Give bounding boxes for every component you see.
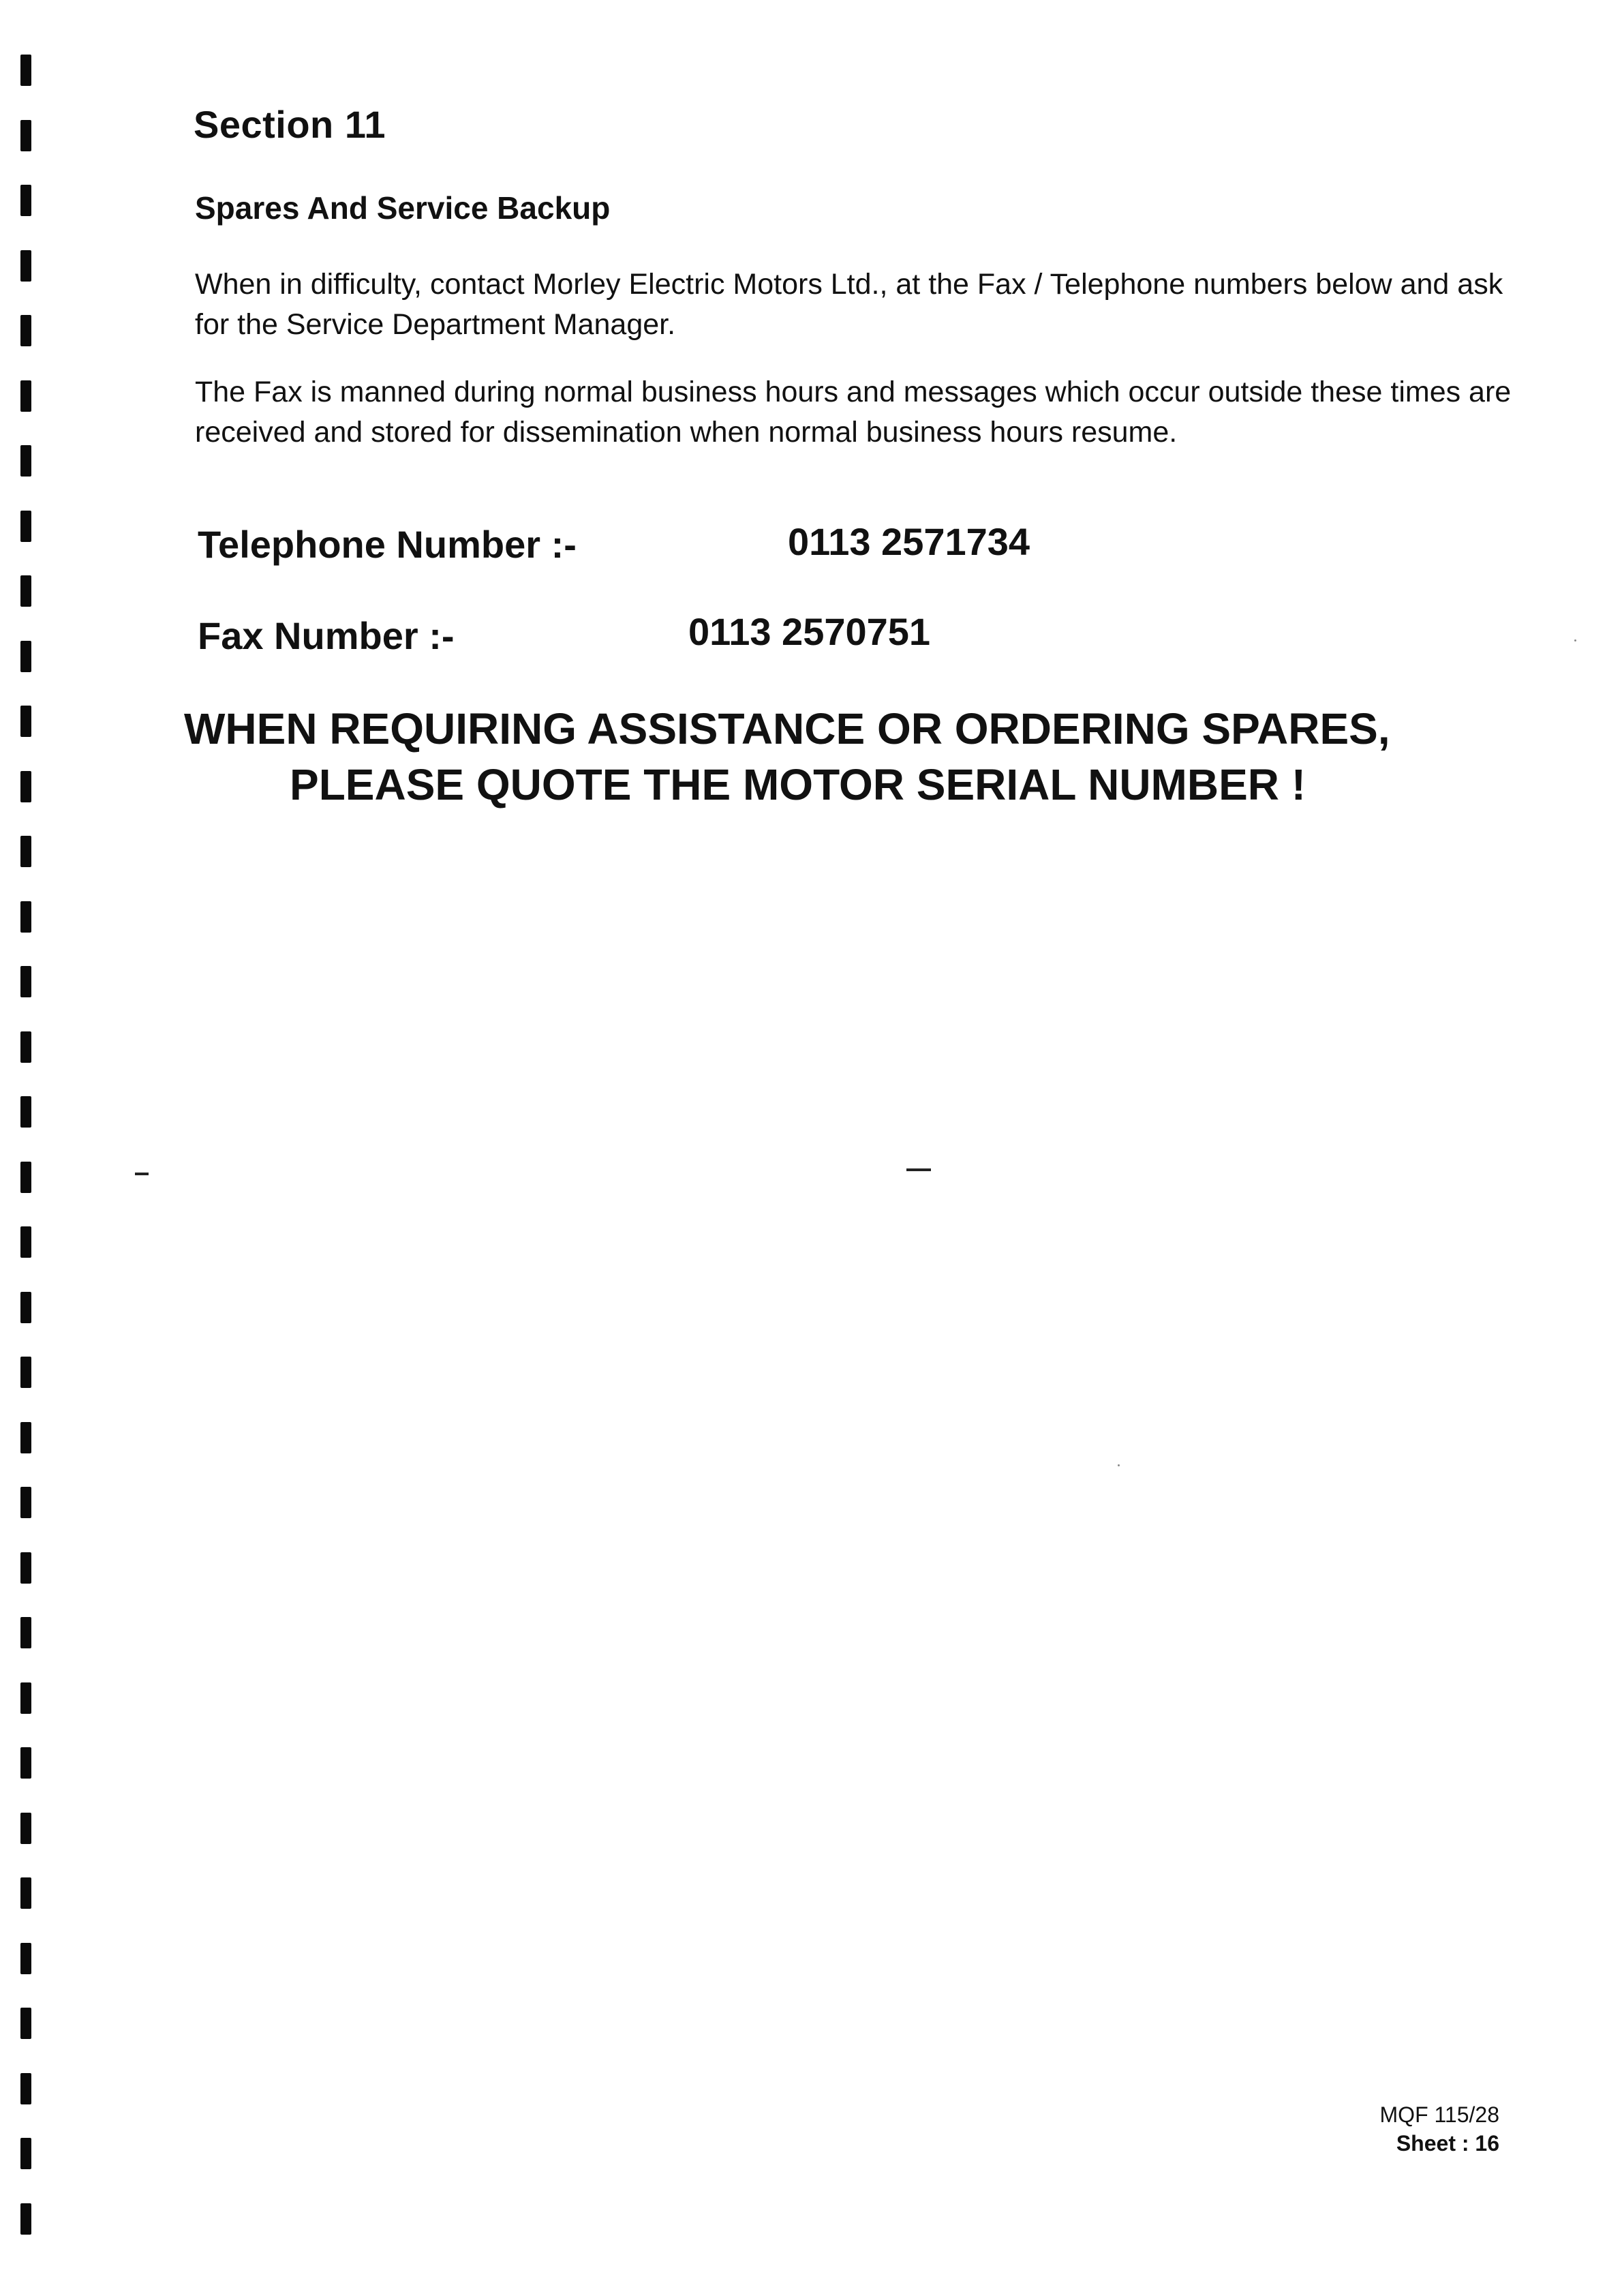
punch-hole (20, 1292, 31, 1323)
scan-artifact-dot (1574, 639, 1576, 641)
punch-hole (20, 2138, 31, 2169)
punch-hole (20, 1943, 31, 1974)
scan-artifact-mark (906, 1168, 931, 1171)
punch-hole (20, 1357, 31, 1388)
punch-hole (20, 2073, 31, 2104)
notice-line-2: PLEASE QUOTE THE MOTOR SERIAL NUMBER ! (290, 760, 1306, 809)
punch-hole (20, 1487, 31, 1518)
document-reference: MQF 115/28 (1379, 2102, 1499, 2127)
fax-label: Fax Number :- (198, 614, 455, 657)
punch-hole (20, 1162, 31, 1193)
punch-hole (20, 966, 31, 997)
fax-number: 0113 2570751 (688, 610, 931, 653)
punch-hole (20, 120, 31, 151)
punch-hole (20, 1422, 31, 1453)
punch-hole (20, 250, 31, 282)
subsection-heading: Spares And Service Backup (195, 190, 611, 226)
telephone-number: 0113 2571734 (788, 520, 1030, 563)
punch-hole (20, 315, 31, 346)
punch-hole (20, 771, 31, 802)
punch-hole (20, 1682, 31, 1714)
punch-hole (20, 836, 31, 867)
punch-hole (20, 1552, 31, 1584)
punch-hole (20, 1031, 31, 1063)
binding-punch-holes (20, 55, 35, 2263)
punch-hole (20, 1877, 31, 1909)
punch-hole (20, 185, 31, 216)
punch-hole (20, 641, 31, 672)
punch-hole (20, 901, 31, 933)
punch-hole (20, 706, 31, 737)
contact-instructions-paragraph: When in difficulty, contact Morley Electric Motors Ltd., at the Fax / Telephone numbers below and ask for the Service Department Manager. (195, 268, 1503, 341)
punch-hole (20, 2008, 31, 2039)
punch-hole (20, 1096, 31, 1128)
punch-hole (20, 445, 31, 477)
punch-hole (20, 575, 31, 607)
punch-hole (20, 55, 31, 86)
punch-hole (20, 380, 31, 412)
punch-hole (20, 511, 31, 542)
telephone-label: Telephone Number :- (198, 523, 577, 566)
punch-hole (20, 2203, 31, 2235)
punch-hole (20, 1747, 31, 1779)
scan-artifact-mark (135, 1173, 149, 1175)
punch-hole (20, 1617, 31, 1648)
punch-hole (20, 1226, 31, 1258)
fax-hours-paragraph: The Fax is manned during normal business hours and messages which occur outside these times are received and stored for dissemination when normal business hours resume. (195, 376, 1512, 449)
section-heading: Section 11 (194, 103, 386, 146)
punch-hole (20, 1813, 31, 1844)
sheet-number: Sheet : 16 (1396, 2131, 1499, 2156)
serial-number-notice (184, 701, 1438, 813)
notice-line-1: WHEN REQUIRING ASSISTANCE OR ORDERING SPARES, (184, 704, 1390, 753)
scan-artifact-dot (1118, 1464, 1120, 1466)
